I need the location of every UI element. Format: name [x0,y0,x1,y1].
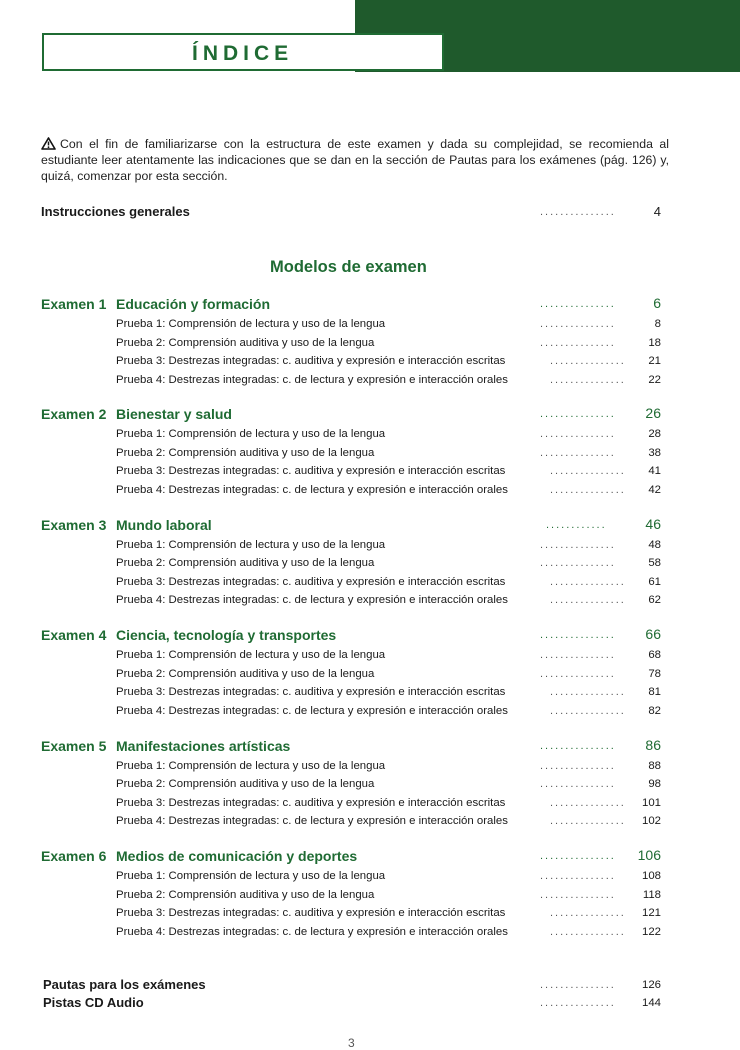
exam-title: Medios de comunicación y deportes [116,848,358,864]
leader-dots: ............... [540,739,616,752]
leader-dots: ............... [550,686,626,699]
toc-exam-6[interactable] [0,848,740,866]
toc-prueba-2-4[interactable] [0,482,740,500]
exam-title: Bienestar y salud [116,406,232,423]
toc-prueba-5-3[interactable] [0,795,740,813]
toc-prueba-6-1[interactable] [0,868,740,886]
page-title: ÍNDICE [192,42,294,65]
exam-number: Examen 3 [41,516,107,533]
exam-title: Mundo laboral [116,516,212,533]
exam-number: Examen 2 [41,406,107,423]
prueba-page: 118 [642,888,661,901]
prueba-page: 108 [641,870,661,882]
leader-dots: ............... [550,373,626,386]
toc-prueba-4-3[interactable] [0,684,740,702]
toc-entry-page: 144 [641,997,661,1009]
exam-page: 106 [637,847,661,863]
prueba-page: 38 [648,446,661,459]
prueba-page: 41 [648,465,661,478]
prueba-page: 42 [648,483,661,496]
toc-entry-pistas[interactable] [0,995,740,1013]
exam-number: Examen 1 [41,296,107,312]
leader-dots: ............... [540,446,616,459]
toc-exam-3[interactable] [0,517,740,535]
prueba-label: Prueba 1: Comprensión de lectura y uso de la lengua [116,318,386,330]
prueba-page: 82 [648,704,661,717]
exam-number: Examen 6 [41,848,107,864]
toc-exam-1[interactable] [0,296,740,314]
toc-exam-4[interactable] [0,627,740,645]
toc-prueba-4-2[interactable] [0,666,740,684]
prueba-page: 98 [648,778,661,791]
prueba-label: Prueba 4: Destrezas integradas: c. de lectura y expresión e interacción orales [116,704,508,717]
toc-prueba-5-2[interactable] [0,776,740,794]
prueba-label: Prueba 4: Destrezas integradas: c. de lectura y expresión e interacción orales [116,483,508,496]
prueba-page: 48 [648,538,661,551]
prueba-label: Prueba 1: Comprensión de lectura y uso de la lengua [116,759,386,772]
toc-entry-label: Instrucciones generales [41,204,190,219]
leader-dots: ............... [550,907,626,919]
prueba-label: Prueba 1: Comprensión de lectura y uso de la lengua [116,649,386,662]
prueba-label: Prueba 4: Destrezas integradas: c. de lectura y expresión e interacción orales [116,373,508,386]
leader-dots: ............... [540,298,616,310]
prueba-label: Prueba 1: Comprensión de lectura y uso de la lengua [116,870,386,882]
prueba-label: Prueba 2: Comprensión auditiva y uso de la lengua [116,557,375,570]
leader-dots: ............... [540,318,616,330]
prueba-page: 28 [648,428,661,441]
prueba-label: Prueba 3: Destrezas integradas: c. auditiva y expresión e interacción escritas [116,355,506,367]
leader-dots: ............... [540,336,616,349]
toc-exam-2[interactable] [0,406,740,424]
exam-title: Educación y formación [116,296,271,312]
prueba-label: Prueba 4: Destrezas integradas: c. de lectura y expresión e interacción orales [116,925,508,938]
leader-dots: ............... [540,888,616,901]
toc-prueba-5-1[interactable] [0,758,740,776]
toc-entry-page: 126 [641,979,661,991]
prueba-label: Prueba 1: Comprensión de lectura y uso de la lengua [116,428,386,441]
prueba-label: Prueba 2: Comprensión auditiva y uso de la lengua [116,336,375,349]
prueba-page: 101 [641,796,661,809]
prueba-page: 18 [648,336,661,349]
toc-prueba-6-2[interactable] [0,887,740,905]
prueba-label: Prueba 3: Destrezas integradas: c. auditiva y expresión e interacción escritas [116,465,506,478]
leader-dots: ............... [540,557,616,570]
prueba-label: Prueba 3: Destrezas integradas: c. auditiva y expresión e interacción escritas [116,907,506,919]
exam-title: Manifestaciones artísticas [116,737,291,754]
prueba-page: 68 [648,649,661,662]
leader-dots: ............... [540,778,616,791]
warning-triangle-icon [41,137,56,150]
leader-dots: ............... [540,997,616,1009]
prueba-page: 22 [648,373,661,386]
intro-text: Con el fin de familiarizarse con la estructura de este examen y dada su complejidad, se recomienda al estudiante leer atentamente las indicaciones que se dan en la sección de Pautas para los exámenes (pág. 126) y, quizá, comenzar por esta sección. [41,137,669,183]
toc-prueba-4-4[interactable] [0,703,740,721]
prueba-label: Prueba 4: Destrezas integradas: c. de lectura y expresión e interacción orales [116,815,508,828]
leader-dots: ............... [540,870,616,882]
exam-number: Examen 4 [41,627,107,644]
toc-prueba-6-3[interactable] [0,905,740,923]
prueba-page: 78 [648,667,661,680]
prueba-page: 122 [641,925,661,938]
leader-dots: ............... [550,925,626,938]
leader-dots: ............... [550,594,626,607]
prueba-label: Prueba 2: Comprensión auditiva y uso de la lengua [116,778,375,791]
toc-prueba-4-1[interactable] [0,647,740,665]
toc-entry-page: 4 [653,204,661,219]
prueba-label: Prueba 3: Destrezas integradas: c. auditiva y expresión e interacción escritas [116,796,506,809]
exam-title: Ciencia, tecnología y transportes [116,627,337,644]
prueba-page: 62 [648,594,661,607]
prueba-label: Prueba 2: Comprensión auditiva y uso de la lengua [116,667,375,680]
prueba-page: 88 [648,759,661,772]
exam-page: 26 [645,405,661,422]
toc-prueba-6-4[interactable] [0,924,740,942]
leader-dots: ............... [550,483,626,496]
exam-number: Examen 5 [41,737,107,754]
toc-prueba-1-3[interactable] [0,353,740,371]
toc-prueba-5-4[interactable] [0,813,740,831]
intro-note [41,136,669,184]
exam-page: 46 [645,515,661,532]
leader-dots: ............... [540,667,616,680]
leader-dots: ............... [540,979,616,991]
toc-entry-label: Pistas CD Audio [43,995,144,1010]
toc-prueba-3-3[interactable] [0,574,740,592]
leader-dots: ............... [550,575,626,588]
leader-dots: ............... [540,629,616,642]
leader-dots: ............... [550,465,626,478]
toc-prueba-2-3[interactable] [0,463,740,481]
prueba-page: 102 [641,815,661,828]
exam-page: 6 [653,295,661,311]
leader-dots: ............... [550,815,626,828]
leader-dots: ............... [540,759,616,772]
leader-dots: ............... [540,850,616,862]
prueba-page: 58 [648,557,661,570]
prueba-label: Prueba 3: Destrezas integradas: c. auditiva y expresión e interacción escritas [116,686,506,699]
toc-entry-label: Pautas para los exámenes [43,977,206,992]
toc-entry-instrucciones[interactable] [0,204,740,222]
toc-prueba-1-2[interactable] [0,335,740,353]
toc-prueba-1-4[interactable] [0,372,740,390]
leader-dots: ............... [550,355,626,367]
leader-dots: ............... [540,428,616,441]
toc-prueba-3-1[interactable] [0,537,740,555]
exam-page: 66 [645,626,661,643]
prueba-label: Prueba 3: Destrezas integradas: c. auditiva y expresión e interacción escritas [116,575,506,588]
leader-dots: ............... [550,796,626,809]
toc-exam-5[interactable] [0,738,740,756]
toc-prueba-2-2[interactable] [0,445,740,463]
toc-entry-pautas[interactable] [0,977,740,995]
toc-prueba-3-4[interactable] [0,592,740,610]
title-box [42,33,444,71]
prueba-label: Prueba 2: Comprensión auditiva y uso de la lengua [116,446,375,459]
section-title: Modelos de examen [270,258,427,276]
prueba-page: 21 [648,355,661,367]
leader-dots: ............ [546,518,607,531]
leader-dots: ............... [540,408,616,421]
leader-dots: ............... [540,206,616,218]
exam-page: 86 [645,736,661,753]
toc-prueba-1-1[interactable] [0,316,740,334]
prueba-label: Prueba 1: Comprensión de lectura y uso de la lengua [116,538,386,551]
prueba-page: 81 [648,686,661,699]
prueba-label: Prueba 2: Comprensión auditiva y uso de la lengua [116,888,375,901]
prueba-page: 61 [648,575,661,588]
leader-dots: ............... [540,538,616,551]
toc-prueba-3-2[interactable] [0,555,740,573]
prueba-page: 121 [641,907,661,919]
toc-prueba-2-1[interactable] [0,426,740,444]
leader-dots: ............... [550,704,626,717]
prueba-label: Prueba 4: Destrezas integradas: c. de lectura y expresión e interacción orales [116,594,508,607]
page-number: 3 [348,1036,355,1050]
prueba-page: 8 [654,318,661,330]
leader-dots: ............... [540,649,616,662]
